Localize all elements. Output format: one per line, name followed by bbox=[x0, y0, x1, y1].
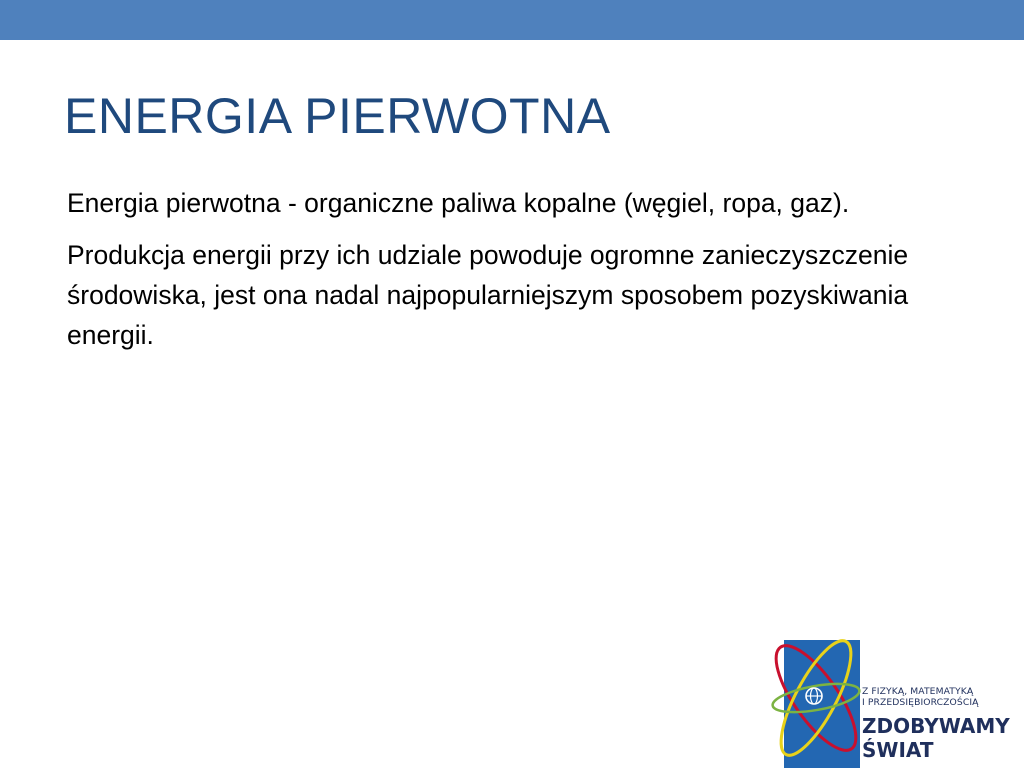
top-bar bbox=[0, 0, 1024, 40]
project-logo bbox=[770, 622, 1024, 768]
logo-line: Z FIZYKĄ, MATEMATYKĄ bbox=[862, 686, 974, 697]
paragraph: Produkcja energii przy ich udziale powoduje ogromne zanieczyszczenie środowiska, jest ona nadal najpopularniejszym sposobem pozyskiwania energii. bbox=[67, 240, 909, 350]
paragraph: Energia pierwotna - organiczne paliwa kopalne (węgiel, ropa, gaz). bbox=[67, 188, 850, 218]
slide-body bbox=[67, 183, 947, 367]
logo-line: I PRZEDSIĘBIORCZOŚCIĄ bbox=[862, 697, 979, 708]
logo-text bbox=[862, 686, 1024, 762]
slide-title: ENERGIA PIERWOTNA bbox=[64, 88, 611, 144]
logo-line: ŚWIAT bbox=[862, 738, 934, 762]
logo-line: ZDOBYWAMY bbox=[862, 714, 1010, 738]
